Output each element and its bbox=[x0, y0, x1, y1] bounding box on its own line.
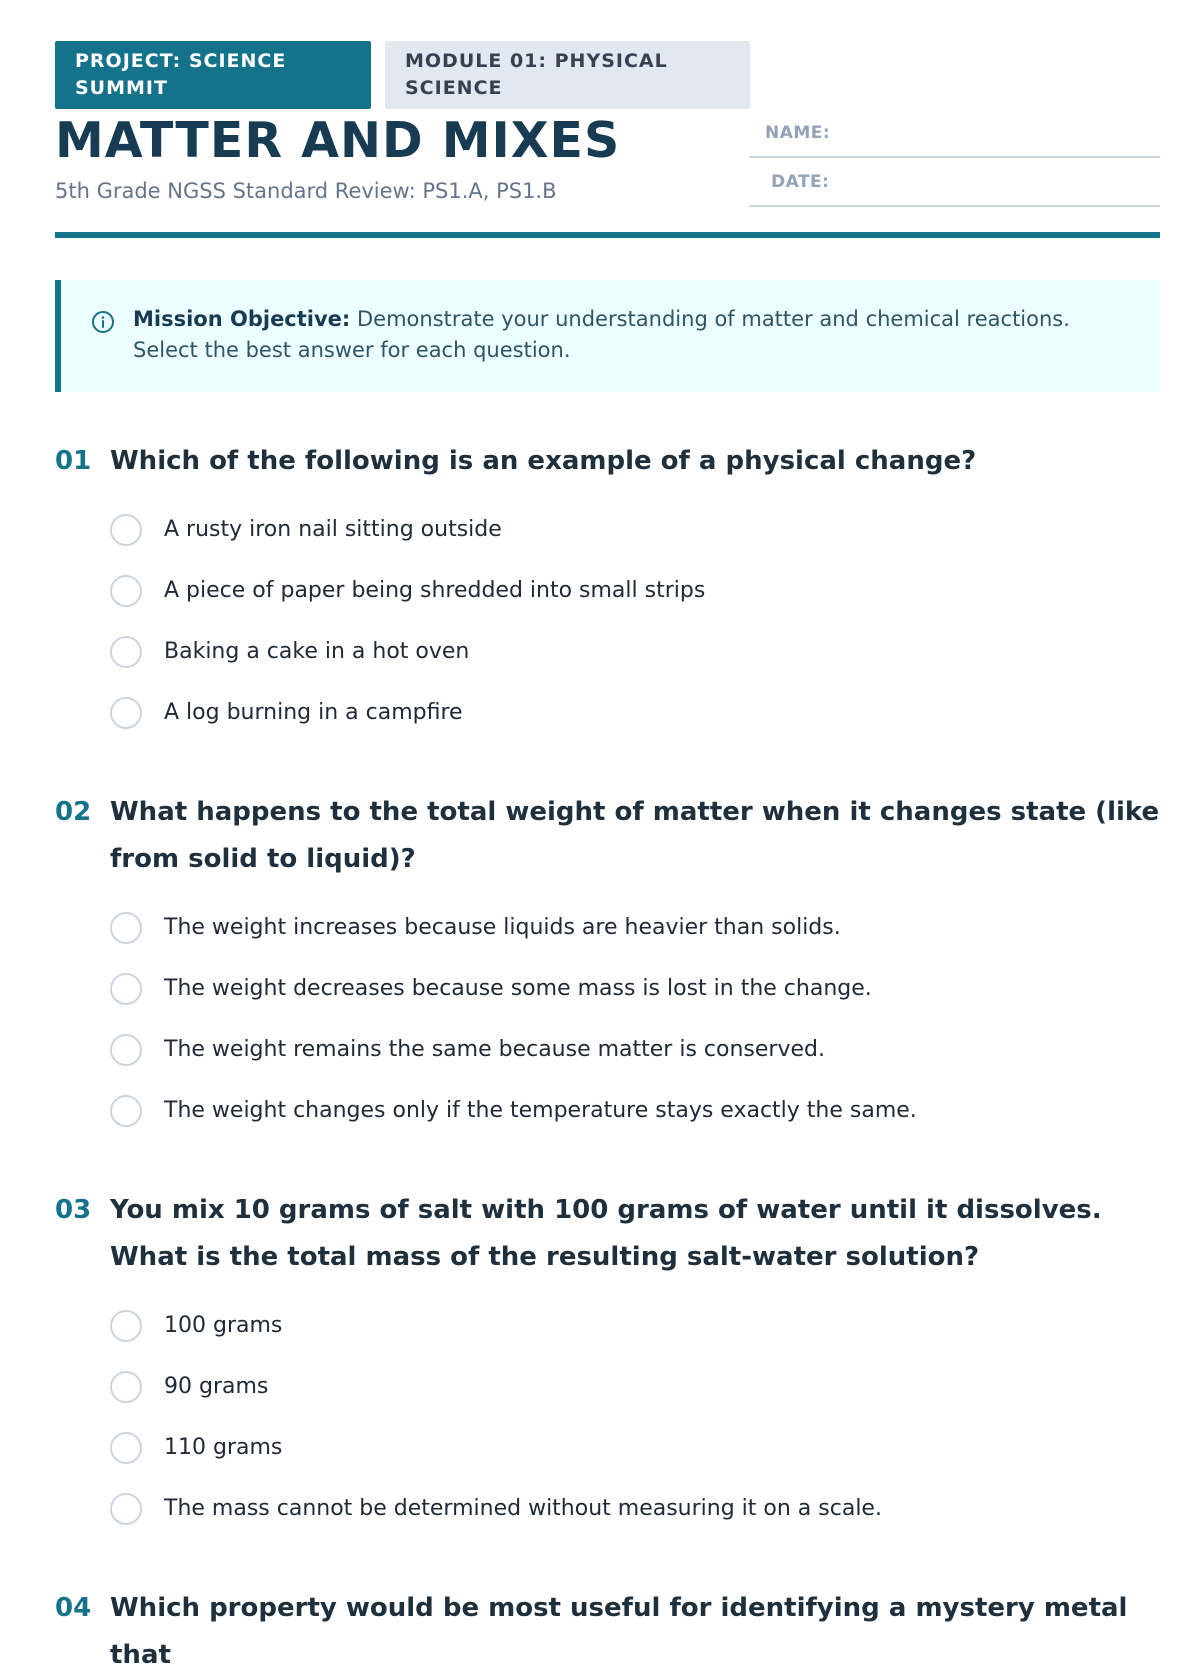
question-number: 02 bbox=[55, 797, 92, 827]
radio-button[interactable] bbox=[110, 973, 142, 1005]
answer-option-label: A piece of paper being shredded into small strips bbox=[164, 578, 706, 603]
question-header bbox=[55, 1187, 1160, 1281]
answer-option-label: The weight decreases because some mass is lost in the change. bbox=[164, 976, 872, 1001]
question-number: 04 bbox=[55, 1593, 92, 1623]
page-subtitle: 5th Grade NGSS Standard Review: PS1.A, PS1.B bbox=[55, 179, 557, 203]
answer-option[interactable] bbox=[55, 958, 1160, 1019]
question-text: Which of the following is an example of a physical change? bbox=[110, 446, 977, 476]
radio-button[interactable] bbox=[110, 1371, 142, 1403]
answer-options bbox=[55, 1295, 1160, 1539]
question-text: What happens to the total weight of matter when it changes state (like from solid to liquid)? bbox=[110, 797, 1160, 874]
answer-option-label: 110 grams bbox=[164, 1435, 283, 1460]
answer-option-label: 100 grams bbox=[164, 1313, 283, 1338]
answer-option[interactable] bbox=[55, 897, 1160, 958]
worksheet-page bbox=[55, 41, 1160, 1679]
answer-option[interactable] bbox=[55, 499, 1160, 560]
objective-label: Mission Objective: bbox=[133, 307, 351, 331]
answer-option[interactable] bbox=[55, 1356, 1160, 1417]
question-header bbox=[55, 438, 1160, 485]
name-label: NAME: bbox=[765, 123, 831, 143]
answer-options bbox=[55, 897, 1160, 1141]
question-number: 03 bbox=[55, 1195, 92, 1225]
project-tag: PROJECT: SCIENCE SUMMIT bbox=[55, 41, 371, 109]
question-04 bbox=[55, 1585, 1160, 1679]
radio-button[interactable] bbox=[110, 912, 142, 944]
header-divider bbox=[55, 232, 1160, 238]
answer-option-label: The mass cannot be determined without measuring it on a scale. bbox=[164, 1496, 882, 1521]
student-fields bbox=[749, 109, 1160, 207]
title-block bbox=[55, 109, 1160, 232]
question-text: You mix 10 grams of salt with 100 grams of water until it dissolves. What is the total mass of the resulting salt-water solution? bbox=[110, 1195, 1102, 1272]
radio-button[interactable] bbox=[110, 514, 142, 546]
question-03 bbox=[55, 1187, 1160, 1539]
radio-button[interactable] bbox=[110, 1034, 142, 1066]
radio-button[interactable] bbox=[110, 1310, 142, 1342]
answer-option[interactable] bbox=[55, 1478, 1160, 1539]
answer-option-label: The weight changes only if the temperature stays exactly the same. bbox=[164, 1098, 917, 1123]
question-header bbox=[55, 1585, 1160, 1679]
name-field[interactable] bbox=[749, 109, 1160, 158]
objective-text bbox=[133, 304, 1113, 366]
question-header bbox=[55, 789, 1160, 883]
objective-body: Demonstrate your understanding of matter and chemical reactions. Select the best answer for each question. bbox=[133, 307, 1070, 362]
answer-option-label: The weight increases because liquids are heavier than solids. bbox=[164, 915, 841, 940]
answer-option-label: Baking a cake in a hot oven bbox=[164, 639, 470, 664]
answer-option-label: The weight remains the same because matter is conserved. bbox=[164, 1037, 825, 1062]
radio-button[interactable] bbox=[110, 636, 142, 668]
question-01 bbox=[55, 438, 1160, 743]
answer-option[interactable] bbox=[55, 1019, 1160, 1080]
answer-option[interactable] bbox=[55, 621, 1160, 682]
page-title: MATTER AND MIXES bbox=[55, 112, 621, 169]
answer-option[interactable] bbox=[55, 1417, 1160, 1478]
question-02 bbox=[55, 789, 1160, 1141]
answer-option-label: A rusty iron nail sitting outside bbox=[164, 517, 502, 542]
question-number: 01 bbox=[55, 446, 92, 476]
answer-option[interactable] bbox=[55, 560, 1160, 621]
answer-option[interactable] bbox=[55, 682, 1160, 743]
radio-button[interactable] bbox=[110, 1432, 142, 1464]
question-text: Which property would be most useful for identifying a mystery metal that bbox=[110, 1593, 1128, 1670]
radio-button[interactable] bbox=[110, 1493, 142, 1525]
answer-option-label: A log burning in a campfire bbox=[164, 700, 463, 725]
radio-button[interactable] bbox=[110, 575, 142, 607]
answer-option-label: 90 grams bbox=[164, 1374, 269, 1399]
answer-option[interactable] bbox=[55, 1295, 1160, 1356]
answer-option[interactable] bbox=[55, 1080, 1160, 1141]
answer-options bbox=[55, 499, 1160, 743]
mission-objective bbox=[55, 280, 1160, 392]
radio-button[interactable] bbox=[110, 1095, 142, 1127]
info-icon bbox=[91, 310, 115, 334]
radio-button[interactable] bbox=[110, 697, 142, 729]
question-list bbox=[55, 438, 1160, 1679]
date-field[interactable] bbox=[749, 158, 1160, 207]
date-label: DATE: bbox=[771, 172, 830, 192]
module-tag: MODULE 01: PHYSICAL SCIENCE bbox=[385, 41, 750, 109]
header-tags bbox=[55, 41, 1160, 109]
